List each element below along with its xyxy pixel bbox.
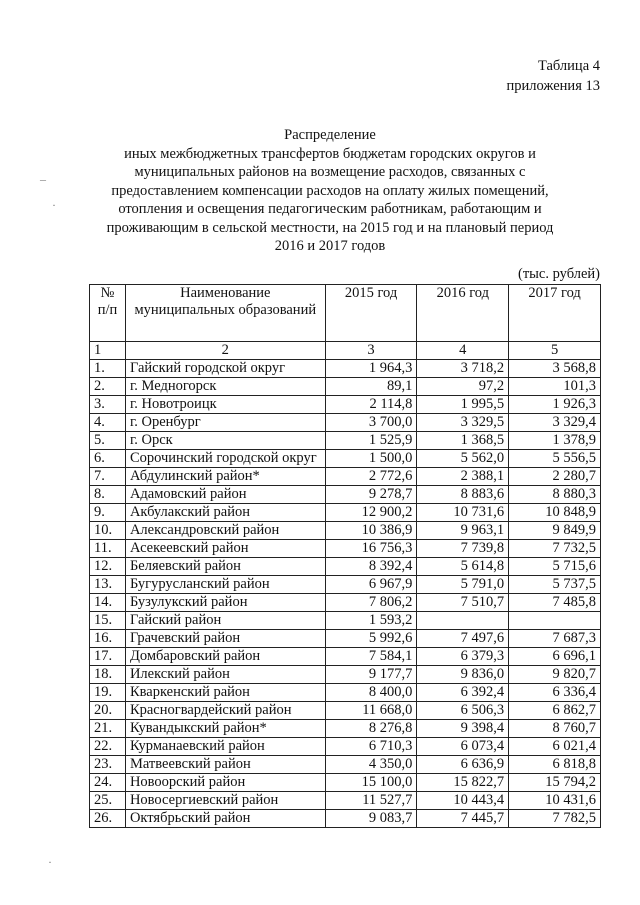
value-2017: 15 794,2	[509, 774, 601, 792]
value-2016: 9 836,0	[417, 666, 509, 684]
header-num: № п/п	[90, 285, 126, 342]
title-line: Распределение	[284, 127, 376, 143]
table-row	[90, 630, 601, 648]
value-2016	[417, 612, 509, 630]
value-2016: 1 995,5	[417, 396, 509, 414]
row-number: 20.	[90, 702, 126, 720]
value-2016: 15 822,7	[417, 774, 509, 792]
row-number: 11.	[90, 540, 126, 558]
table-row	[90, 450, 601, 468]
value-2015: 8 276,8	[325, 720, 417, 738]
table-row	[90, 810, 601, 828]
table-row	[90, 738, 601, 756]
row-name: Беляевский район	[125, 558, 325, 576]
row-number: 1.	[90, 360, 126, 378]
row-name: г. Орск	[125, 432, 325, 450]
value-2017: 10 431,6	[509, 792, 601, 810]
row-name: Красногвардейский район	[125, 702, 325, 720]
value-2017: 7 485,8	[509, 594, 601, 612]
row-name: г. Новотроицк	[125, 396, 325, 414]
colnum-5: 5	[509, 342, 601, 360]
value-2016: 9 963,1	[417, 522, 509, 540]
value-2017: 3 329,4	[509, 414, 601, 432]
row-name: Гайский район	[125, 612, 325, 630]
row-name: Кваркенский район	[125, 684, 325, 702]
row-name: Гайский городской округ	[125, 360, 325, 378]
row-number: 12.	[90, 558, 126, 576]
value-2016: 7 739,8	[417, 540, 509, 558]
value-2015: 1 525,9	[325, 432, 417, 450]
value-2015: 11 527,7	[325, 792, 417, 810]
title-line: иных межбюджетных трансфертов бюджетам городских округов и	[124, 145, 536, 162]
value-2015: 3 700,0	[325, 414, 417, 432]
value-2015: 10 386,9	[325, 522, 417, 540]
row-name: Октябрьский район	[125, 810, 325, 828]
row-name: Курманаевский район	[125, 738, 325, 756]
table-row	[90, 684, 601, 702]
value-2016: 3 329,5	[417, 414, 509, 432]
value-2015: 6 967,9	[325, 576, 417, 594]
value-2015: 9 278,7	[325, 486, 417, 504]
value-2015: 4 350,0	[325, 756, 417, 774]
value-2015: 1 964,3	[325, 360, 417, 378]
table-header-row	[90, 285, 601, 342]
distribution-table	[89, 284, 601, 828]
units-label: (тыс. рублей)	[518, 266, 600, 282]
row-number: 19.	[90, 684, 126, 702]
value-2015: 8 400,0	[325, 684, 417, 702]
value-2016: 5 614,8	[417, 558, 509, 576]
colnum-4: 4	[417, 342, 509, 360]
title-line: проживающим в сельской местности, на 2015 год и на плановый период	[106, 219, 554, 236]
value-2016: 7 445,7	[417, 810, 509, 828]
table-label: Таблица 4	[537, 58, 600, 74]
title-line: предоставлением компенсации расходов на оплату жилых помещений,	[111, 182, 549, 199]
row-number: 3.	[90, 396, 126, 414]
row-name: Адамовский район	[125, 486, 325, 504]
value-2017: 5 715,6	[509, 558, 601, 576]
header-2015: 2015 год	[325, 285, 417, 342]
value-2017: 9 849,9	[509, 522, 601, 540]
colnum-1: 1	[90, 342, 126, 360]
table-row	[90, 558, 601, 576]
table-row	[90, 774, 601, 792]
row-name: г. Медногорск	[125, 378, 325, 396]
row-number: 16.	[90, 630, 126, 648]
table-row	[90, 396, 601, 414]
value-2015: 9 177,7	[325, 666, 417, 684]
value-2016: 7 510,7	[417, 594, 509, 612]
value-2016: 7 497,6	[417, 630, 509, 648]
colnum-2: 2	[125, 342, 325, 360]
row-name: Бузулукский район	[125, 594, 325, 612]
row-number: 10.	[90, 522, 126, 540]
table-row	[90, 648, 601, 666]
value-2016: 2 388,1	[417, 468, 509, 486]
value-2017: 101,3	[509, 378, 601, 396]
value-2016: 6 506,3	[417, 702, 509, 720]
header-2017: 2017 год	[509, 285, 601, 342]
value-2017: 9 820,7	[509, 666, 601, 684]
row-number: 22.	[90, 738, 126, 756]
value-2017: 10 848,9	[509, 504, 601, 522]
value-2017: 6 818,8	[509, 756, 601, 774]
column-number-row	[90, 342, 601, 360]
table-row	[90, 702, 601, 720]
row-number: 5.	[90, 432, 126, 450]
row-name: Новосергиевский район	[125, 792, 325, 810]
value-2017: 3 568,8	[509, 360, 601, 378]
value-2017: 2 280,7	[509, 468, 601, 486]
value-2017	[509, 612, 601, 630]
value-2017: 1 378,9	[509, 432, 601, 450]
table-row	[90, 378, 601, 396]
value-2016: 1 368,5	[417, 432, 509, 450]
row-name: Асекеевский район	[125, 540, 325, 558]
value-2017: 7 687,3	[509, 630, 601, 648]
row-name: Абдулинский район*	[125, 468, 325, 486]
value-2016: 8 883,6	[417, 486, 509, 504]
value-2016: 6 392,4	[417, 684, 509, 702]
value-2016: 6 379,3	[417, 648, 509, 666]
value-2015: 12 900,2	[325, 504, 417, 522]
title-line: муниципальных районов на возмещение расходов, связанных с	[134, 164, 526, 180]
value-2016: 10 731,6	[417, 504, 509, 522]
row-name: Грачевский район	[125, 630, 325, 648]
value-2016: 10 443,4	[417, 792, 509, 810]
table-row	[90, 486, 601, 504]
value-2015: 1 593,2	[325, 612, 417, 630]
value-2015: 8 392,4	[325, 558, 417, 576]
value-2015: 1 500,0	[325, 450, 417, 468]
document-title	[60, 126, 600, 256]
row-number: 8.	[90, 486, 126, 504]
value-2017: 5 737,5	[509, 576, 601, 594]
table-row	[90, 666, 601, 684]
table-row	[90, 576, 601, 594]
header-2016: 2016 год	[417, 285, 509, 342]
row-name: Акбулакский район	[125, 504, 325, 522]
table-row	[90, 360, 601, 378]
title-line: отопления и освещения педагогическим работникам, работающим и	[118, 201, 542, 217]
value-2015: 9 083,7	[325, 810, 417, 828]
row-number: 9.	[90, 504, 126, 522]
row-name: Илекский район	[125, 666, 325, 684]
value-2016: 6 636,9	[417, 756, 509, 774]
row-name: г. Оренбург	[125, 414, 325, 432]
value-2016: 9 398,4	[417, 720, 509, 738]
row-name: Александровский район	[125, 522, 325, 540]
table-row	[90, 612, 601, 630]
value-2016: 5 791,0	[417, 576, 509, 594]
value-2015: 2 772,6	[325, 468, 417, 486]
row-number: 7.	[90, 468, 126, 486]
row-number: 2.	[90, 378, 126, 396]
scan-mark: ·	[52, 198, 56, 212]
value-2017: 6 862,7	[509, 702, 601, 720]
value-2017: 8 880,3	[509, 486, 601, 504]
table-row	[90, 504, 601, 522]
row-name: Кувандыкский район*	[125, 720, 325, 738]
row-name: Сорочинский городской округ	[125, 450, 325, 468]
row-name: Новоорский район	[125, 774, 325, 792]
row-number: 25.	[90, 792, 126, 810]
value-2017: 6 336,4	[509, 684, 601, 702]
table-row	[90, 522, 601, 540]
value-2017: 7 782,5	[509, 810, 601, 828]
row-number: 4.	[90, 414, 126, 432]
row-number: 17.	[90, 648, 126, 666]
row-number: 6.	[90, 450, 126, 468]
value-2015: 15 100,0	[325, 774, 417, 792]
value-2017: 6 696,1	[509, 648, 601, 666]
table-row	[90, 468, 601, 486]
value-2017: 7 732,5	[509, 540, 601, 558]
table-row	[90, 720, 601, 738]
colnum-3: 3	[325, 342, 417, 360]
header-name: Наименование муниципальных образований	[125, 285, 325, 342]
row-number: 13.	[90, 576, 126, 594]
scan-mark: –	[40, 172, 46, 186]
value-2017: 1 926,3	[509, 396, 601, 414]
value-2015: 7 584,1	[325, 648, 417, 666]
value-2017: 8 760,7	[509, 720, 601, 738]
row-name: Бугурусланский район	[125, 576, 325, 594]
value-2016: 6 073,4	[417, 738, 509, 756]
row-number: 23.	[90, 756, 126, 774]
row-name: Матвеевский район	[125, 756, 325, 774]
scan-mark: ·	[48, 855, 52, 869]
row-number: 21.	[90, 720, 126, 738]
row-number: 14.	[90, 594, 126, 612]
value-2016: 3 718,2	[417, 360, 509, 378]
row-number: 15.	[90, 612, 126, 630]
value-2017: 5 556,5	[509, 450, 601, 468]
value-2015: 2 114,8	[325, 396, 417, 414]
value-2015: 89,1	[325, 378, 417, 396]
table-row	[90, 540, 601, 558]
value-2017: 6 021,4	[509, 738, 601, 756]
title-line: 2016 и 2017 годов	[274, 238, 386, 254]
value-2016: 5 562,0	[417, 450, 509, 468]
table-row	[90, 792, 601, 810]
table-row	[90, 594, 601, 612]
value-2015: 11 668,0	[325, 702, 417, 720]
value-2016: 97,2	[417, 378, 509, 396]
table-row	[90, 414, 601, 432]
row-number: 24.	[90, 774, 126, 792]
value-2015: 6 710,3	[325, 738, 417, 756]
row-number: 18.	[90, 666, 126, 684]
table-row	[90, 432, 601, 450]
table-row	[90, 756, 601, 774]
row-number: 26.	[90, 810, 126, 828]
value-2015: 16 756,3	[325, 540, 417, 558]
appendix-label: приложения 13	[506, 78, 600, 94]
value-2015: 5 992,6	[325, 630, 417, 648]
value-2015: 7 806,2	[325, 594, 417, 612]
row-name: Домбаровский район	[125, 648, 325, 666]
